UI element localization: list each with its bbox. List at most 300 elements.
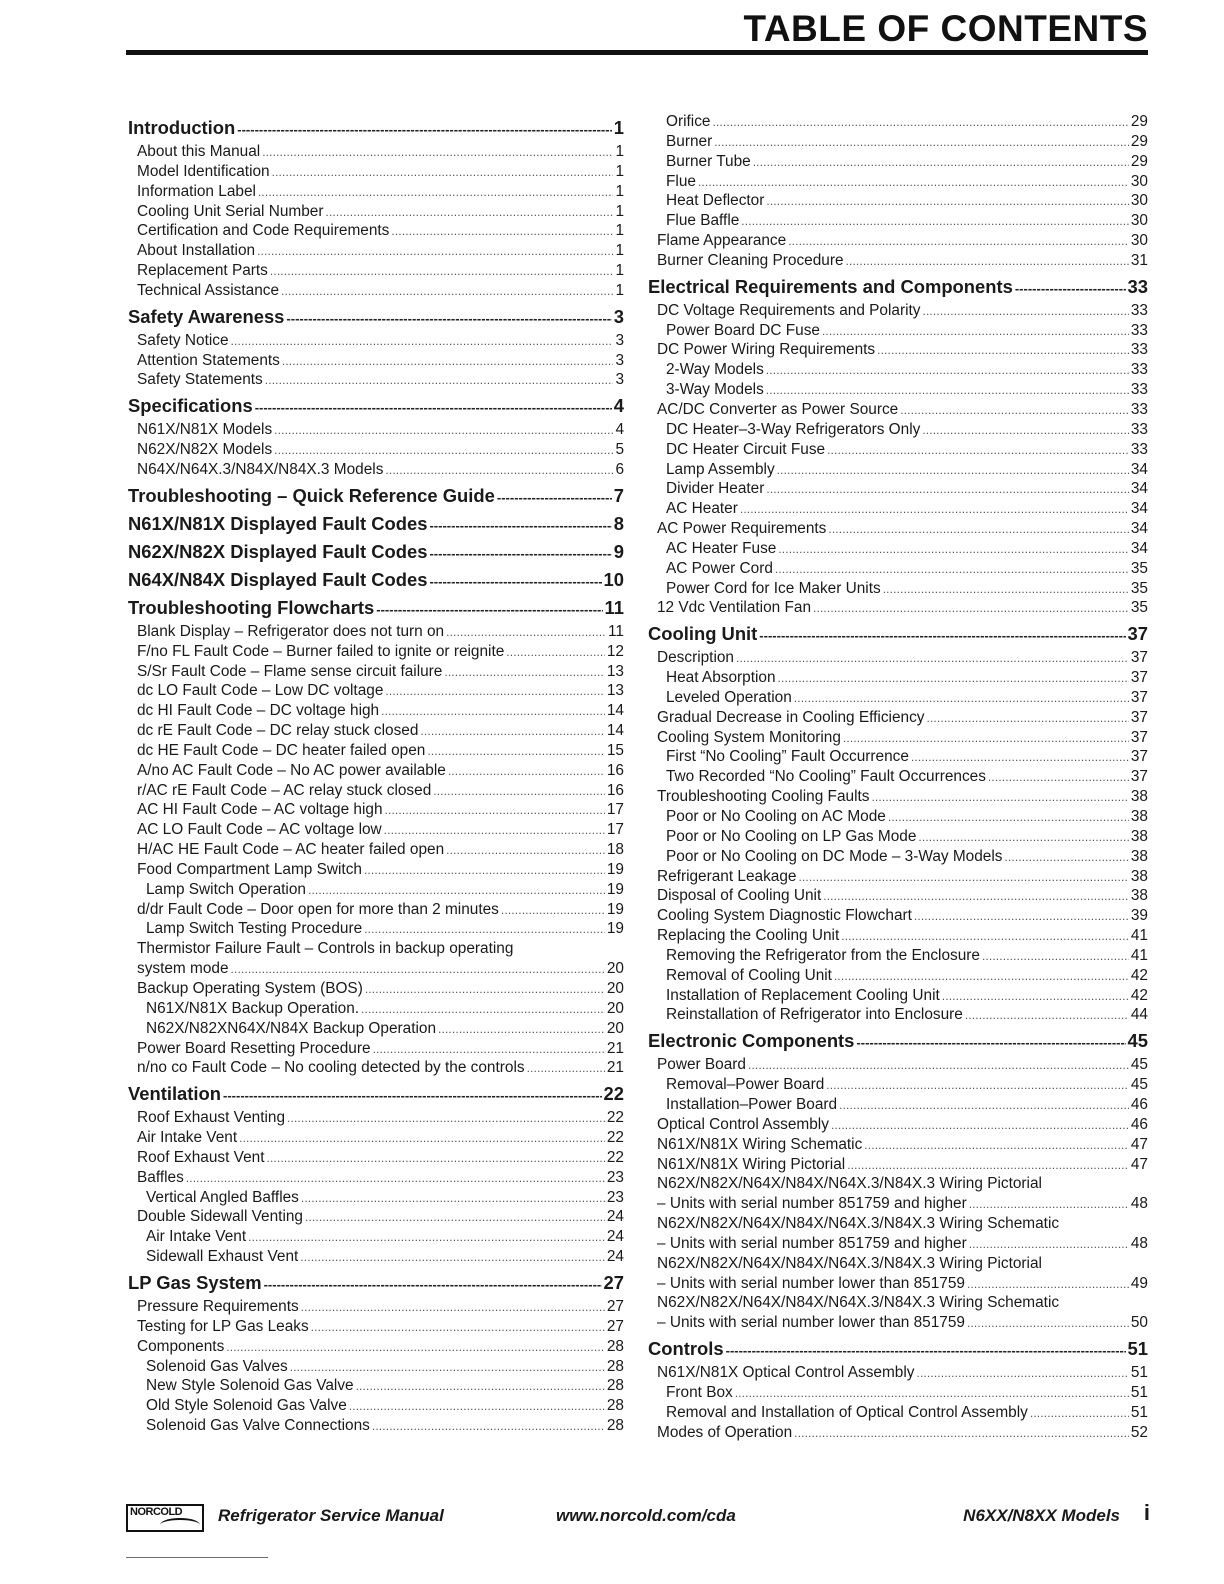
toc-page-number: 9 [613,540,624,562]
toc-entry[interactable] [648,559,1148,579]
toc-entry[interactable] [648,1135,1148,1155]
toc-entry-label: 2-Way Models [666,361,764,379]
toc-page-number: 21 [606,1039,624,1057]
toc-entry[interactable] [648,1214,1148,1234]
toc-entry[interactable] [648,499,1148,519]
toc-entry[interactable] [128,162,624,182]
toc-leader [871,788,1128,807]
toc-leader [325,203,613,222]
toc-page-number: 22 [606,1109,624,1127]
toc-section-heading[interactable] [128,1081,624,1106]
toc-entry[interactable] [648,787,1148,807]
toc-entry[interactable] [648,519,1148,539]
toc-entry-label: Gradual Decrease in Cooling Efficiency [657,708,925,726]
toc-entry[interactable] [128,959,624,979]
toc-page-number: 47 [1130,1155,1148,1173]
toc-page-number: 45 [1130,1076,1148,1094]
toc-entry[interactable] [648,152,1148,172]
toc-page-number: 27 [606,1317,624,1335]
toc-page-number: 11 [604,596,624,618]
toc-leader [788,232,1129,251]
toc-entry-label: 3-Way Models [666,381,764,399]
toc-entry[interactable] [128,1128,624,1148]
toc-page-number: 30 [1130,192,1148,210]
toc-entry[interactable] [128,1039,624,1059]
toc-entry-label: N62X/N82X Displayed Fault Codes [128,540,428,562]
toc-section-heading[interactable] [648,1336,1148,1361]
toc-entry-label: N61X/N81X Displayed Fault Codes [128,512,428,534]
toc-entry[interactable] [648,460,1148,480]
toc-entry-label: LP Gas System [128,1271,262,1293]
toc-leader [794,689,1129,708]
toc-entry[interactable] [648,1115,1148,1135]
toc-entry[interactable] [128,351,624,371]
toc-page-number: 1 [615,281,624,299]
toc-page-number: 42 [1130,986,1148,1004]
toc-entry[interactable] [128,1396,624,1416]
toc-entry[interactable] [128,440,624,460]
toc-leader [698,173,1129,192]
toc-page-number: 35 [1130,599,1148,617]
toc-leader [922,421,1129,440]
toc-entry[interactable] [648,301,1148,321]
toc-entry-label: Controls [648,1338,724,1360]
toc-leader [736,649,1129,668]
toc-entry[interactable] [128,281,624,301]
toc-page-number: 30 [1130,232,1148,250]
toc-leader [839,1096,1129,1115]
toc-section-heading[interactable] [648,1028,1148,1053]
toc-entry[interactable] [648,191,1148,211]
toc-entry[interactable] [128,420,624,440]
toc-page-number: 29 [1130,152,1148,170]
toc-page-number: 28 [606,1357,624,1375]
toc-section-heading[interactable] [128,115,624,140]
toc-entry-label: dc rE Fault Code – DC relay stuck closed [137,722,419,740]
toc-page-number: 29 [1130,132,1148,150]
toc-page-number: 33 [1127,275,1148,297]
toc-entry-label: Information Label [137,182,256,200]
toc-entry[interactable] [648,1383,1148,1403]
toc-leader [365,980,605,999]
toc-entry[interactable] [128,681,624,701]
toc-entry[interactable] [128,1297,624,1317]
toc-entry-label: DC Heater Circuit Fuse [666,440,826,458]
toc-entry-label: Heat Absorption [666,669,776,687]
toc-leader [311,1318,605,1337]
toc-page-number: 1 [615,202,624,220]
toc-entry[interactable] [648,1075,1148,1095]
toc-entry-label: dc LO Fault Code – Low DC voltage [137,682,384,700]
toc-entry-label: Flue Baffle [666,212,740,230]
toc-leader [766,480,1129,499]
toc-entry[interactable] [128,221,624,241]
toc-entry[interactable] [648,1403,1148,1423]
toc-entry-label: Optical Control Assembly [657,1115,829,1133]
toc-entry[interactable] [648,420,1148,440]
toc-entry[interactable] [648,340,1148,360]
toc-page-number: 20 [606,999,624,1017]
toc-entry[interactable] [648,1095,1148,1115]
toc-entry-label: Air Intake Vent [137,1129,238,1147]
toc-page-number: 17 [606,801,624,819]
toc-entry-label: r/AC rE Fault Code – AC relay stuck closed [137,781,432,799]
toc-entry[interactable] [128,182,624,202]
toc-section-heading[interactable] [648,621,1148,646]
toc-leader [385,801,605,820]
toc-entry-label: N62X/N82X/N64X/N84X/N64X.3/N84X.3 Wiring Schematic [657,1215,1060,1233]
toc-entry-label: Specifications [128,395,253,417]
toc-leader [988,768,1129,787]
toc-leader [883,580,1129,599]
toc-entry[interactable] [128,721,624,741]
toc-entry[interactable] [128,900,624,920]
toc-entry[interactable] [128,1019,624,1039]
toc-entry-label: Roof Exhaust Vent [137,1148,265,1166]
toc-entry-label: N61X/N81X Backup Operation. [146,999,360,1017]
toc-entry[interactable] [128,460,624,480]
toc-page-number: 41 [1130,927,1148,945]
toc-leader [834,967,1129,986]
toc-entry-label: N64X/N84X Displayed Fault Codes [128,568,428,590]
toc-entry-label: Cooling Unit Serial Number [137,202,324,220]
toc-entry-label: Reinstallation of Refrigerator into Enclosure [666,1006,963,1024]
toc-entry-label: Air Intake Vent [146,1228,247,1246]
toc-entry[interactable] [648,1293,1148,1313]
toc-page-number: 12 [606,642,624,660]
toc-entry[interactable] [648,946,1148,966]
toc-entry[interactable] [648,847,1148,867]
toc-leader [266,1149,604,1168]
toc-page-number: 20 [606,960,624,978]
toc-page-number: 4 [613,395,624,417]
toc-entry[interactable] [648,926,1148,946]
toc-entry[interactable] [128,331,624,351]
toc-entry[interactable] [128,919,624,939]
toc-entry-label: A/no AC Fault Code – No AC power available [137,761,446,779]
toc-leader [186,1169,605,1188]
toc-leader [223,1083,602,1106]
toc-page-number: 29 [1130,113,1148,130]
toc-entry-label: – Units with serial number 851759 and higher [657,1195,967,1213]
toc-entry[interactable] [128,701,624,721]
toc-entry-label: Vertical Angled Baffles [146,1188,299,1206]
toc-leader [391,222,613,241]
toc-entry-label: Safety Statements [137,371,263,389]
toc-leader [766,192,1129,211]
toc-entry[interactable] [648,251,1148,271]
toc-page-number: 19 [606,900,624,918]
toc-entry[interactable] [128,741,624,761]
toc-entry-label: Roof Exhaust Venting [137,1109,286,1127]
toc-entry[interactable] [128,1188,624,1208]
toc-leader [429,541,611,564]
toc-entry-label: S/Sr Fault Code – Flame sense circuit failure [137,662,443,680]
toc-entry[interactable] [648,211,1148,231]
toc-entry-label: N62X/N82X Models [137,441,273,459]
toc-leader [1015,276,1126,299]
toc-leader [965,1006,1129,1025]
toc-entry[interactable] [128,1317,624,1337]
toc-leader [759,623,1125,646]
toc-entry[interactable] [648,400,1148,420]
toc-page-number: 1 [613,117,624,138]
toc-entry[interactable] [648,1254,1148,1274]
toc-entry[interactable] [128,1108,624,1128]
toc-entry[interactable] [648,906,1148,926]
toc-entry[interactable] [648,986,1148,1006]
toc-page-number: 38 [1130,867,1148,885]
toc-leader [264,1272,602,1295]
toc-page-number: 42 [1130,966,1148,984]
toc-entry[interactable] [128,1337,624,1357]
toc-entry[interactable] [128,979,624,999]
toc-entry[interactable] [648,1005,1148,1025]
toc-entry[interactable] [648,668,1148,688]
toc-entry-label: – Units with serial number 851759 and higher [657,1234,967,1252]
toc-entry-label: Removing the Refrigerator from the Enclosure [666,946,980,964]
toc-section-heading[interactable] [128,304,624,329]
toc-entry-label: Description [657,649,734,667]
toc-page-number: 33 [1130,321,1148,339]
toc-entry[interactable] [648,767,1148,787]
toc-leader [740,500,1129,519]
toc-page-number: 24 [606,1248,624,1266]
toc-page-number: 45 [1130,1056,1148,1074]
toc-section-heading[interactable] [128,1270,624,1295]
toc-page-number: 22 [603,1083,624,1105]
toc-entry[interactable] [128,800,624,820]
toc-leader [257,242,613,261]
toc-entry[interactable] [128,370,624,390]
toc-entry[interactable] [128,781,624,801]
toc-entry-label: N62X/N82X/N64X/N84X/N64X.3/N84X.3 Wiring Pictorial [657,1254,1042,1272]
toc-page-number: 51 [1130,1403,1148,1421]
toc-entry-label: AC Power Cord [666,559,773,577]
toc-entry-label: Lamp Switch Testing Procedure [146,920,363,938]
toc-entry-label: – Units with serial number lower than 851759 [657,1274,965,1292]
toc-page-number: 37 [1130,708,1148,726]
toc-section-heading[interactable] [128,595,624,620]
toc-page-number: 48 [1130,1195,1148,1213]
toc-entry-label: Replacing the Cooling Unit [657,927,840,945]
toc-entry-label: Model Identification [137,162,270,180]
toc-entry[interactable] [648,747,1148,767]
toc-entry-label: Disposal of Cooling Unit [657,887,822,905]
toc-entry-label: Solenoid Gas Valves [146,1357,288,1375]
toc-leader [969,1195,1129,1214]
toc-entry[interactable] [128,939,624,959]
toc-entry-label: Replacement Parts [137,262,268,280]
toc-entry[interactable] [128,642,624,662]
toc-leader [300,1248,605,1267]
toc-page-number: 39 [1130,907,1148,925]
toc-page-number: 14 [606,722,624,740]
toc-page-number: 28 [606,1397,624,1415]
toc-page-number: 19 [606,860,624,878]
toc-entry[interactable] [648,360,1148,380]
toc-entry[interactable] [648,1174,1148,1194]
toc-entry-label: Front Box [666,1383,733,1401]
toc-entry[interactable] [648,1313,1148,1333]
toc-page-number: 20 [606,1019,624,1037]
toc-entry[interactable] [648,1363,1148,1383]
toc-page-number: 38 [1130,887,1148,905]
toc-entry[interactable] [128,1148,624,1168]
footer-url-link[interactable]: www.norcold.com/cda [556,1506,736,1525]
toc-entry[interactable] [648,648,1148,668]
toc-entry[interactable] [128,860,624,880]
toc-entry[interactable] [648,380,1148,400]
toc-entry[interactable] [648,1155,1148,1175]
toc-leader [427,742,605,761]
toc-leader [364,861,605,880]
toc-leader [735,1384,1129,1403]
toc-entry[interactable] [128,261,624,281]
toc-entry-label: Leveled Operation [666,688,792,706]
toc-entry[interactable] [648,867,1148,887]
toc-page-number: 13 [606,682,624,700]
toc-section-heading[interactable] [128,567,624,592]
toc-entry-label: N64X/N64X.3/N84X/N84X.3 Models [137,460,384,478]
toc-right-column [648,112,1148,1442]
toc-entry-label: Poor or No Cooling on DC Mode – 3-Way Models [666,847,1003,865]
toc-entry-label: Removal and Installation of Optical Control Assembly [666,1403,1028,1421]
toc-page-number: 37 [1130,748,1148,766]
toc-leader [1030,1404,1129,1423]
toc-entry[interactable] [128,202,624,222]
toc-entry-label: Safety Notice [137,331,229,349]
logo-text: NORCOLD [130,1506,183,1518]
toc-entry[interactable] [648,1055,1148,1075]
toc-leader [376,597,602,620]
toc-entry[interactable] [648,688,1148,708]
toc-entry[interactable] [648,966,1148,986]
toc-entry[interactable] [128,820,624,840]
toc-leader [847,1156,1129,1175]
toc-leader [967,1314,1129,1333]
toc-entry-label: N62X/N82X/N64X/N84X/N64X.3/N84X.3 Wiring Pictorial [657,1175,1042,1193]
toc-entry-label: AC Power Requirements [657,520,827,538]
toc-leader [712,113,1128,132]
toc-leader [813,599,1129,618]
toc-entry[interactable] [648,231,1148,251]
toc-page-number: 34 [1130,480,1148,498]
toc-page-number: 1 [615,242,624,260]
toc-leader [506,643,605,662]
toc-page-number: 35 [1130,559,1148,577]
toc-section-heading[interactable] [128,511,624,536]
toc-entry-label: Attention Statements [137,351,280,369]
toc-entry[interactable] [128,1357,624,1377]
toc-entry[interactable] [128,1247,624,1267]
toc-page-number: 17 [606,821,624,839]
toc-entry-label: Troubleshooting Flowcharts [128,596,375,618]
toc-leader [258,183,614,202]
toc-entry[interactable] [128,662,624,682]
toc-leader [287,1109,605,1128]
toc-entry[interactable] [648,1423,1148,1443]
toc-entry[interactable] [648,728,1148,748]
toc-leader [826,1076,1129,1095]
toc-entry-label: Modes of Operation [657,1423,793,1441]
toc-section-heading[interactable] [128,539,624,564]
toc-entry-label: Components [137,1337,225,1355]
toc-page-number: 37 [1130,669,1148,687]
toc-entry[interactable] [128,1168,624,1188]
toc-entry[interactable] [648,479,1148,499]
toc-entry[interactable] [128,241,624,261]
toc-entry[interactable] [648,1234,1148,1254]
toc-entry[interactable] [648,807,1148,827]
toc-page-number: 45 [1127,1030,1148,1052]
toc-entry[interactable] [648,172,1148,192]
toc-entry-label: Removal of Cooling Unit [666,966,832,984]
toc-page-number: 48 [1130,1234,1148,1252]
toc-entry-label: AC Heater Fuse [666,539,777,557]
toc-entry[interactable] [128,999,624,1019]
toc-section-heading[interactable] [128,393,624,418]
toc-entry[interactable] [648,321,1148,341]
toc-entry[interactable] [648,112,1148,132]
toc-section-heading[interactable] [648,274,1148,299]
toc-entry[interactable] [128,1376,624,1396]
toc-entry[interactable] [648,132,1148,152]
toc-entry[interactable] [648,827,1148,847]
toc-entry-label: Backup Operating System (BOS) [137,980,363,997]
toc-entry-label: Technical Assistance [137,281,280,299]
toc-entry[interactable] [128,761,624,781]
toc-entry[interactable] [128,1058,624,1078]
toc-entry[interactable] [648,539,1148,559]
toc-leader [231,960,605,979]
toc-leader [364,920,605,939]
toc-entry[interactable] [648,440,1148,460]
toc-entry[interactable] [128,1227,624,1247]
toc-leader [429,513,611,536]
toc-entry[interactable] [128,622,624,642]
toc-entry-label: n/no co Fault Code – No cooling detected by the controls [137,1059,525,1077]
toc-entry[interactable] [128,880,624,900]
toc-entry[interactable] [128,1416,624,1436]
toc-leader [281,282,613,301]
toc-entry[interactable] [648,708,1148,728]
toc-leader [823,887,1129,906]
toc-entry[interactable] [128,1207,624,1227]
toc-entry[interactable] [648,1194,1148,1214]
toc-entry-label: Introduction [128,117,236,138]
toc-leader [270,262,614,281]
toc-leader [372,1417,605,1436]
toc-section-heading[interactable] [128,483,624,508]
logo-mark-icon [160,1518,200,1532]
toc-page-number: 34 [1130,539,1148,557]
toc-page-number: 1 [615,222,624,240]
toc-page-number: 33 [1130,361,1148,379]
toc-leader [527,1059,605,1078]
toc-entry-label: DC Voltage Requirements and Polarity [657,301,921,319]
toc-entry[interactable] [648,598,1148,618]
toc-leader [301,1298,605,1317]
toc-entry[interactable] [128,840,624,860]
toc-entry[interactable] [648,579,1148,599]
toc-entry[interactable] [648,886,1148,906]
toc-entry[interactable] [648,1274,1148,1294]
toc-entry[interactable] [128,142,624,162]
toc-page-number: 16 [606,761,624,779]
toc-entry-label: AC LO Fault Code – AC voltage low [137,821,382,839]
toc-page-number: 21 [606,1059,624,1077]
